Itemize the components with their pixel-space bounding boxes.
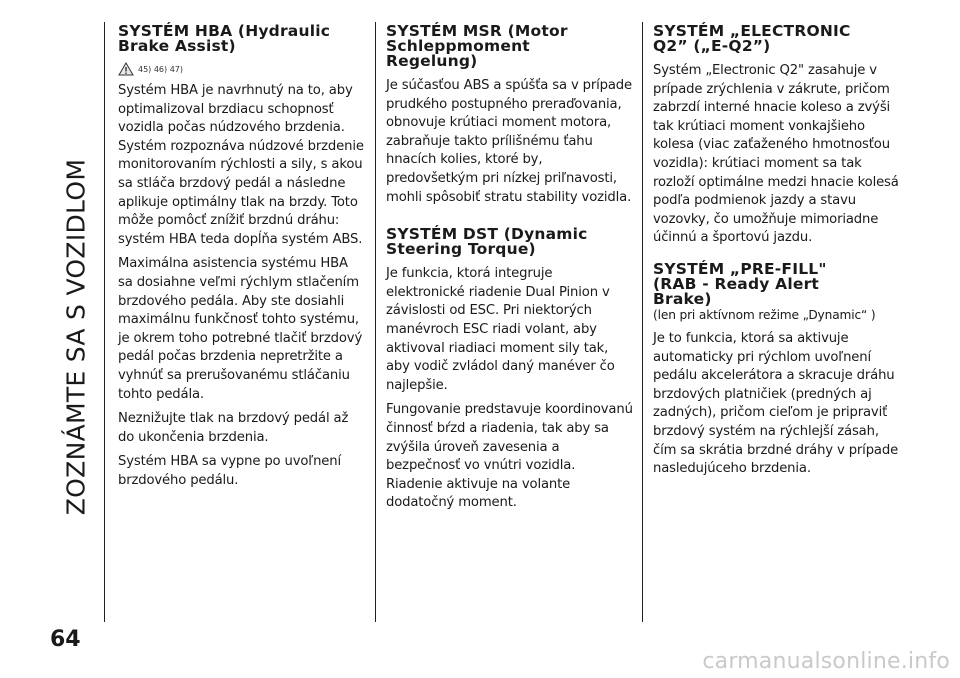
warning-triangle-icon <box>118 62 134 76</box>
heading-line: (RAB - Ready Alert <box>653 274 820 293</box>
section-subtitle: (len pri aktívnom režime „Dynamic“ ) <box>653 307 876 322</box>
paragraph: Je súčasťou ABS a spúšťa sa v prípade prudkého postupného preraďovania, obnovuje krútiaci moment motora, zabraňuje takto prílišnému ťahu hnacích kolies, ktoré by, predovšetkým pri nízkej priľnavosti, mohli spôsobiť stratu stability vozidla. <box>386 78 632 205</box>
paragraph: Fungovanie predstavuje koordinovanú činnosť bŕzd a riadenia, tak aby sa zvýšila úroveň zavesenia a bezpečnosť vo vnútri vozidla. Riadenie aktivuje na volante dodatočný moment. <box>386 402 633 511</box>
left-divider <box>104 22 105 622</box>
section-heading-hba <box>118 24 366 54</box>
chapter-title: ZOZNÁMTE SA S VOZIDLOM <box>61 158 91 516</box>
heading-line: Steering Torque) <box>386 240 536 259</box>
paragraph: Maximálna asistencia systému HBA sa dosiahne veľmi rýchlym stlačením brzdového pedála. Aby ste dosiahli maximálnu funkčnosť tohto systému, je okrem toho potrebné tlačiť brzdový pedál počas brzdenia nepretržite a vyhnúť sa prerušovanému stláčaniu tohto pedála. <box>118 256 363 402</box>
page-number: 64 <box>50 627 81 652</box>
heading-line: SYSTÉM „PRE-FILL" <box>653 259 827 278</box>
paragraph: Systém „Electronic Q2" zasahuje v prípade zrýchlenia v zákrute, pričom zabrzdí interné hnacie koleso a zvýši tak krútiaci moment vonkajšieho kolesa (viac zaťaženého hmotnosťou vozidla): krútiaci moment sa tak rozloží optimálne medzi hnacie kolesá podľa podmienok jazdy a stavu vozovky, čo umožňuje mimoriadne účinnú a športovú jazdu. <box>653 63 899 246</box>
warning-refs: 45) 46) 47) <box>138 64 183 74</box>
section-heading-eq2 <box>653 24 903 54</box>
warning-reference <box>118 62 366 76</box>
section-heading-dst <box>386 227 634 257</box>
heading-line: Regelung) <box>386 52 478 70</box>
paragraph: Je funkcia, ktorá integruje elektronické riadenie Dual Pinion v závislosti od ESC. Pri niektorých manévroch ESC riadi volant, aby aktivoval riadiaci moment sily tak, aby vodič zvládol daný manéver čo najlepšie. <box>386 266 615 393</box>
heading-line: Brake Assist) <box>118 37 236 55</box>
heading-line: SYSTÉM MSR (Motor <box>386 22 568 40</box>
column-eq2-prefill <box>653 24 903 485</box>
watermark: carmanualsonline.info <box>702 649 950 674</box>
heading-line: Schleppmoment <box>386 37 530 55</box>
column-divider <box>642 22 643 622</box>
section-heading-prefill <box>653 259 903 308</box>
heading-line: Brake) <box>653 289 712 308</box>
column-msr-dst <box>386 24 634 519</box>
paragraph: Systém HBA je navrhnutý na to, aby optimalizoval brzdiacu schopnosť vozidla počas núdzového brzdenia. Systém rozpoznáva núdzové brzdenie monitorovaním rýchlosti a sily, s akou sa stláča brzdový pedál a následne aplikuje optimálny tlak na brzdy. Toto môže pomôcť znížiť brzdnú dráhu: systém HBA teda dopĺňa systém ABS. <box>118 83 364 247</box>
paragraph: Je to funkcia, ktorá sa aktivuje automaticky pri rýchlom uvoľnení pedálu akcelerátora a skracuje dráhu brzdových platničiek (predných aj zadných), pričom cieľom je pripraviť brzdový systém na rýchlejší zásah, čím sa skrátia brzdné dráhy v prípade nasledujúceho brzdenia. <box>653 330 899 477</box>
heading-line: SYSTÉM DST (Dynamic <box>386 225 588 244</box>
heading-line: Q2” („E-Q2”) <box>653 37 771 55</box>
paragraph: Systém HBA sa vypne po uvoľnení brzdového pedálu. <box>118 454 341 488</box>
column-hba <box>118 24 366 496</box>
column-divider <box>375 22 376 622</box>
heading-line: SYSTÉM „ELECTRONIC <box>653 22 851 40</box>
section-heading-msr <box>386 24 634 69</box>
paragraph: Neznižujte tlak na brzdový pedál až do ukončenia brzdenia. <box>118 411 349 445</box>
heading-line: SYSTÉM HBA (Hydraulic <box>118 22 331 40</box>
